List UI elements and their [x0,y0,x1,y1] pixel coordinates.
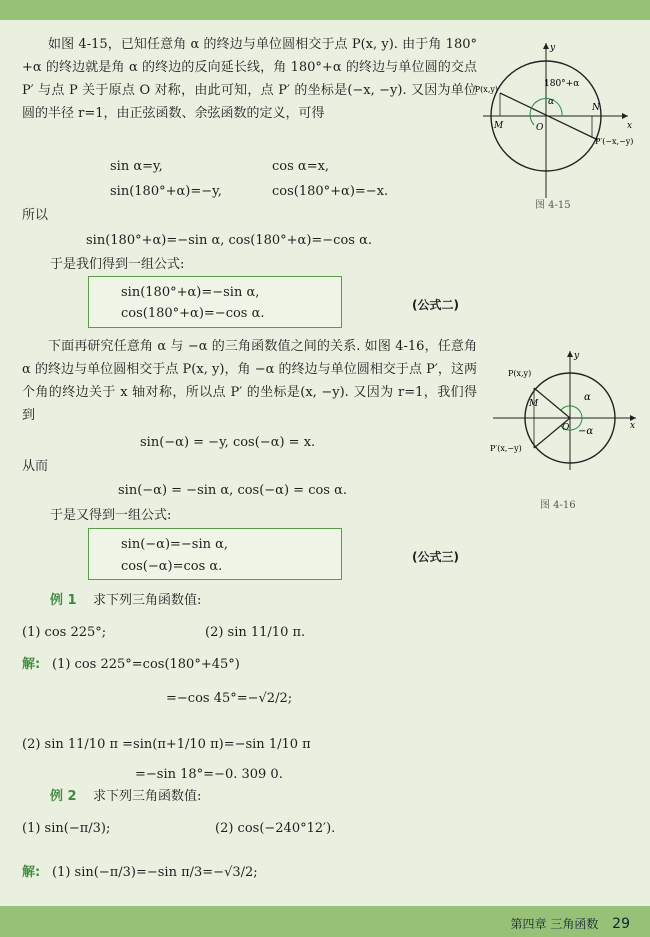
fig16-P-label: P(x,y) [508,369,532,378]
chapter-title: 第四章 三角函数 [510,917,599,931]
footer-text [511,915,630,932]
formula-three-label: (公式三) [412,550,459,564]
eq-result-2: sin(−α) = −sin α, cos(−α) = cos α. [118,483,348,498]
eq-sin-alpha: sin α=y, [110,159,163,174]
fig16-y-label: y [574,351,580,361]
suoyi-text: 所以 [22,208,49,223]
example-2-title: 例 2 [50,789,77,804]
formula-two-sin: sin(180°+α)=−sin α, [121,285,260,300]
example-1-part-2: (2) sin 11/10 π. [205,625,306,640]
intro-paragraph: 如图 4-15，已知任意角 α 的终边与单位圆相交于点 P(x, y). 由于角 180°+α 的终边就是角 α 的终边的反向延长线，角 180°+α 的终边与单位圆的交点 P′ 与点 P 关于原点 O 对称，由此可知，点 P′ 的坐标是(−x, −y). 又因为单位圆的半径 r=1，由正弦函数、余弦函数的定义，可得 [22,37,477,121]
example-1-question: 求下列三角函数值: [93,593,202,608]
fig16-y-arrow [567,351,573,357]
fig16-O-label: O [562,423,570,433]
formula-three-box [88,528,342,580]
fig15-N-label: N [592,103,600,113]
fig15-x-label: x [627,121,633,131]
formula-two-box [88,276,342,328]
fig15-alpha-label: α [548,97,555,107]
solution-1-label: 解: [22,657,41,672]
fig15-P-label: P(x,y) [474,85,498,94]
fig16-terminal-alpha [534,388,570,418]
eq-result-1: sin(180°+α)=−sin α, cos(180°+α)=−cos α. [86,233,373,248]
top-band [0,0,650,20]
formula-intro-1: 于是我们得到一组公式: [50,257,185,272]
example-1-part-1: (1) cos 225°; [22,625,107,640]
fig15-y-label: y [550,43,556,53]
formula-three-sin: sin(−α)=−sin α, [121,537,229,552]
fig15-x-arrow [622,113,628,119]
formula-two-cos: cos(180°+α)=−cos α. [121,306,265,321]
fig15-Pp-label: P′(−x,−y) [595,137,634,146]
fig16-x-label: x [630,421,636,431]
page-footer [0,906,650,937]
eq-cos-180: cos(180°+α)=−x. [272,184,389,199]
solution-2-line-1: (2) sin 11/10 π =sin(π+1/10 π)=−sin 1/10 π [22,737,311,752]
example-2-part-2: (2) cos(−240°12′). [215,821,336,836]
eq-neg-alpha: sin(−α) = −y, cos(−α) = x. [140,435,316,450]
example-2-question: 求下列三角函数值: [93,789,202,804]
solution-1-line-1: (1) cos 225°=cos(180°+45°) [52,657,240,672]
figure-4-15-caption: 图 4-15 [535,200,571,211]
figure-4-15 [474,38,638,203]
fig15-y-arrow [543,43,549,49]
eq-sin-180: sin(180°+α)=−y, [110,184,222,199]
fig16-M-label: M [529,399,539,409]
figure-4-16-caption: 图 4-16 [540,500,576,511]
solution-2-line-2: =−sin 18°=−0. 309 0. [135,767,283,782]
example-1-title: 例 1 [50,593,77,608]
solution-3-line: (1) sin(−π/3)=−sin π/3=−√3/2; [52,865,258,880]
fig15-angle-label: 180°+α [544,79,580,89]
formula-two-label: (公式二) [412,298,459,312]
fig16-neg-alpha-label: −α [578,426,594,437]
eq-cos-alpha: cos α=x, [272,159,330,174]
figure-4-16 [488,348,640,473]
formula-three-cos: cos(−α)=cos α. [121,559,223,574]
example-2-part-1: (1) sin(−π/3); [22,821,111,836]
solution-1-line-2: =−cos 45°=−√2/2; [166,691,293,706]
congr-text: 从而 [22,459,49,474]
formula-intro-2: 于是又得到一组公式: [50,508,172,523]
page-number: 29 [612,916,630,932]
second-paragraph: 下面再研究任意角 α 与 −α 的三角函数值之间的关系. 如图 4-16，任意角 α 的终边与单位圆相交于点 P(x, y)，角 −α 的终边与单位圆相交于点 P′，这两个角的终边关于 x 轴对称，所以点 P′ 的坐标是(x, −y). 又因为 r=1，我们得到 [22,339,477,423]
fig16-alpha-arc [561,406,582,418]
fig15-M-label: M [494,121,504,131]
fig15-O-label: O [536,123,544,133]
fig16-alpha-label: α [584,392,591,403]
fig16-Pp-label: P′(x,−y) [490,444,522,453]
solution-3-label: 解: [22,865,41,880]
